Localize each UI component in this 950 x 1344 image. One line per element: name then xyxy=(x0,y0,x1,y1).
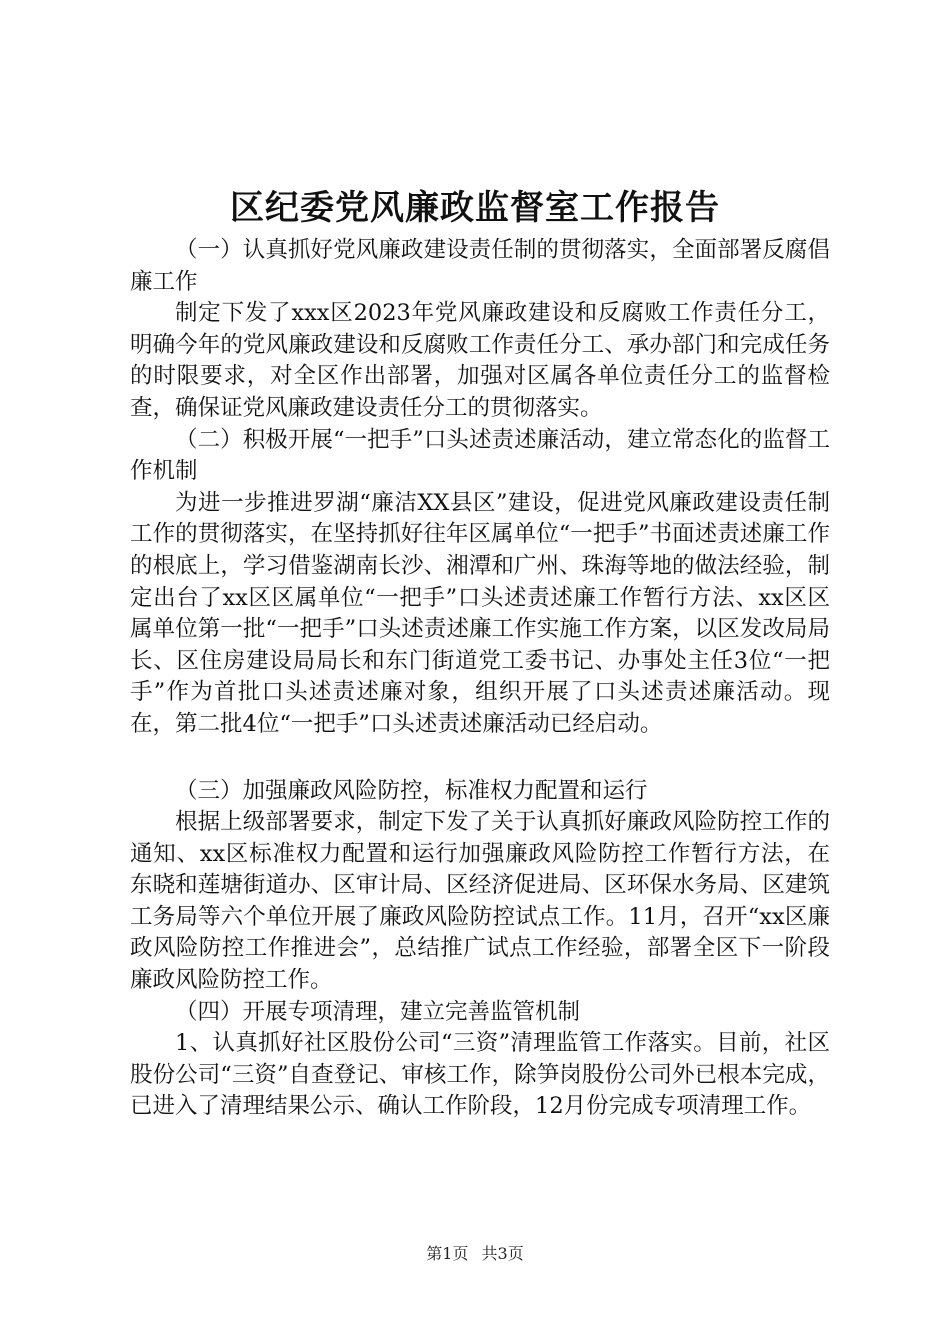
paragraph-spacer xyxy=(130,741,830,776)
section-heading-1: （一）认真抓好党风廉政建设责任制的贯彻落实，全面部署反腐倡廉工作 xyxy=(130,237,830,295)
body-paragraph-1: 制定下发了xxx区2023年党风廉政建设和反腐败工作责任分工，明确今年的党风廉政建设和反腐败工作责任分工、承办部门和完成任务的时限要求，对全区作出部署，加强对区属各单位责任分工的监督检查，确保证党风廉政建设责任分工的贯彻落实。 xyxy=(130,300,830,421)
body-paragraph-4: 1、认真抓好社区股份公司“三资”清理监管工作落实。目前，社区股份公司“三资”自查登记、审核工作，除笋岗股份公司外已根本完成，已进入了清理结果公示、确认工作阶段，12月份完成专项清理工作。 xyxy=(130,1030,830,1120)
section-heading-2: （二）积极开展“一把手”口头述责述廉活动，建立常态化的监督工作机制 xyxy=(130,426,830,485)
body-paragraph-3: 根据上级部署要求，制定下发了关于认真抓好廉政风险防控工作的通知、xx区标准权力配置和运行加强廉政风险防控工作暂行方法，在东晓和莲塘街道办、区审计局、区经济促进局、区环保水务局、区建筑工务局等六个单位开展了廉政风险防控试点工作。11月，召开“xx区廉政风险防控工作推进会”，总结推广试点工作经验，部署全区下一阶段廉政风险防控工作。 xyxy=(130,809,830,994)
section-heading-4: （四）开展专项清理，建立完善监管机制 xyxy=(175,998,581,1025)
section-heading-3: （三）加强廉政风险防控，标准权力配置和运行 xyxy=(175,777,648,804)
page-total: 共3页 xyxy=(481,1244,524,1263)
document-title: 区纪委党风廉政监督室工作报告 xyxy=(230,188,720,228)
page-footer xyxy=(0,1242,950,1266)
page-number: 第1页 xyxy=(426,1244,469,1263)
body-paragraph-2: 为进一步推进罗湖“廉洁XX县区”建设，促进党风廉政建设责任制工作的贯彻落实，在坚持抓好往年区属单位“一把手”书面述责述廉工作的根底上，学习借鉴湖南长沙、湘潭和广州、珠海等地的做法经验，制定出台了xx区区属单位“一把手”口头述责述廉工作暂行方法、xx区区属单位第一批“一把手”口头述责述廉工作实施工作方案，以区发改局局长、区住房建设局局长和东门街道党工委书记、办事处主任3位“一把手”作为首批口头述责述廉对象，组织开展了口头述责述廉活动。现在，第二批4位“一把手”口头述责述廉活动已经启动。 xyxy=(130,489,830,737)
document-body xyxy=(130,235,830,1123)
